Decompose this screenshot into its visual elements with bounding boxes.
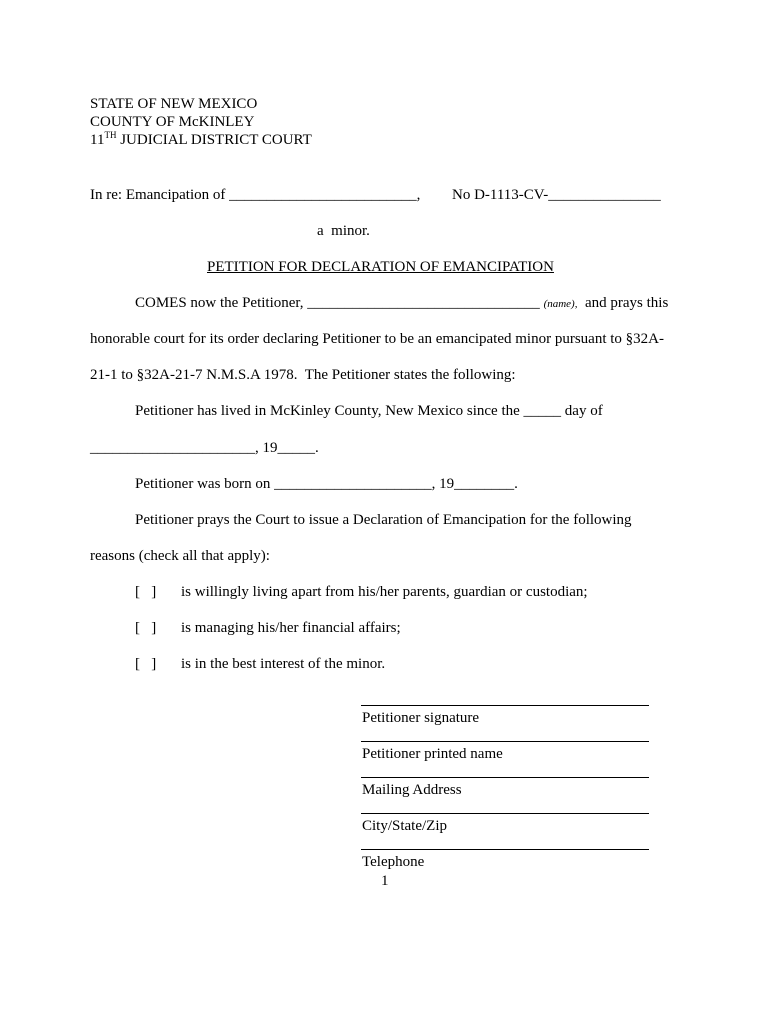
page-number: 1 bbox=[381, 873, 389, 889]
residence-line2: ______________________, 19_____. bbox=[90, 440, 319, 456]
signature-label: Petitioner signature bbox=[362, 710, 480, 726]
residence-line1: Petitioner has lived in McKinley County, New Mexico since the _____ day of bbox=[135, 403, 603, 419]
city-state-zip-label: City/State/Zip bbox=[362, 818, 447, 834]
telephone-label: Telephone bbox=[362, 854, 425, 870]
reason-text-2: is managing his/her financial affairs; bbox=[181, 620, 401, 636]
reasons-intro-line2: reasons (check all that apply): bbox=[90, 548, 270, 564]
comes-now-text: COMES now the Petitioner, _______________________________ bbox=[135, 295, 544, 311]
reason-text-3: is in the best interest of the minor. bbox=[181, 656, 386, 672]
reason-checkbox-3[interactable]: [ ] bbox=[135, 656, 157, 672]
court-name: JUDICIAL DISTRICT COURT bbox=[116, 132, 312, 148]
state-heading: STATE OF NEW MEXICO bbox=[90, 96, 258, 112]
mailing-address-rule[interactable] bbox=[361, 777, 649, 778]
telephone-rule[interactable] bbox=[361, 849, 649, 850]
birth-date-line: Petitioner was born on _____________________, 19________. bbox=[135, 476, 518, 492]
petitioner-name-line bbox=[135, 294, 668, 313]
petition-text-line3: 21-1 to §32A-21-7 N.M.S.A 1978. The Petitioner states the following: bbox=[90, 367, 516, 383]
petition-text-line2: honorable court for its order declaring Petitioner to be an emancipated minor pursuant to §32A- bbox=[90, 331, 664, 347]
printed-name-rule[interactable] bbox=[361, 741, 649, 742]
printed-name-label: Petitioner printed name bbox=[362, 746, 503, 762]
in-re-line: In re: Emancipation of _________________________, bbox=[90, 187, 421, 203]
signature-rule[interactable] bbox=[361, 705, 649, 706]
prays-text: and prays this bbox=[577, 295, 669, 311]
case-number-line: No D-1113-CV-_______________ bbox=[452, 187, 661, 203]
name-hint: (name), bbox=[543, 298, 578, 310]
court-number-suffix: TH bbox=[104, 130, 117, 140]
reason-checkbox-1[interactable]: [ ] bbox=[135, 584, 157, 600]
minor-label: a minor. bbox=[317, 223, 370, 239]
court-heading bbox=[90, 131, 312, 149]
reasons-intro-line1: Petitioner prays the Court to issue a Declaration of Emancipation for the following bbox=[135, 512, 632, 528]
document-title: PETITION FOR DECLARATION OF EMANCIPATION bbox=[207, 259, 554, 275]
mailing-address-label: Mailing Address bbox=[362, 782, 462, 798]
city-state-zip-rule[interactable] bbox=[361, 813, 649, 814]
county-heading: COUNTY OF McKINLEY bbox=[90, 114, 255, 130]
reason-text-1: is willingly living apart from his/her parents, guardian or custodian; bbox=[181, 584, 588, 600]
reason-checkbox-2[interactable]: [ ] bbox=[135, 620, 157, 636]
court-number: 11 bbox=[90, 132, 105, 148]
